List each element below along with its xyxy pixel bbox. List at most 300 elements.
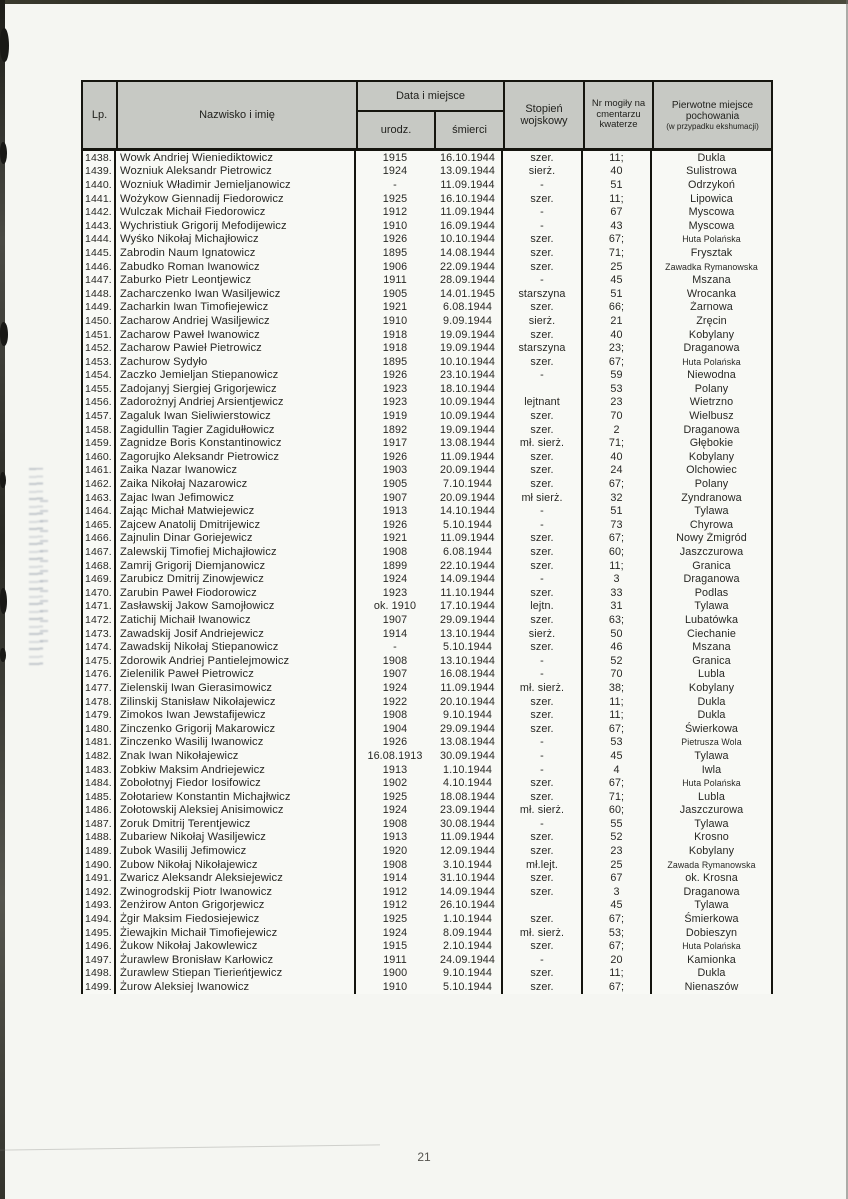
cell-rank: szer. [503, 776, 583, 790]
cell-name: Zamrij Grigorij Diemjanowicz [116, 559, 356, 573]
cell-death: 5.10.1944 [434, 640, 503, 654]
table-row [83, 939, 771, 953]
cell-death: 13.08.1944 [434, 436, 503, 450]
cell-death: 28.09.1944 [434, 273, 503, 287]
cell-birth: 1907 [382, 491, 408, 504]
cell-death: 20.10.1944 [434, 695, 503, 709]
cell-lp: 1468. [83, 559, 116, 573]
cell-rank: szer. [503, 586, 583, 600]
scan-edge-top [0, 0, 848, 4]
cell-lp: 1488. [83, 831, 116, 845]
cell-death: 14.08.1944 [434, 246, 503, 260]
cell-rank: mł. sierż. [503, 681, 583, 695]
cell-rank: mł.lejt. [503, 858, 583, 872]
cell-name: Zadorożnyj Andriej Arsientjewicz [116, 396, 356, 410]
cell-rank: sierż. [503, 627, 583, 641]
cell-name: Żurow Aleksiej Iwanowicz [116, 980, 356, 994]
cell-grave: 60; [583, 804, 652, 818]
cell-lp: 1467. [83, 545, 116, 559]
table-row [83, 423, 771, 437]
cell-birth: 1920 [382, 845, 408, 858]
cell-name: Wozniuk Aleksandr Pietrowicz [116, 165, 356, 179]
header-original-burial-place [652, 82, 771, 148]
table-row [83, 681, 771, 695]
cell-birth: 1921 [382, 532, 408, 545]
cell-lp: 1475. [83, 654, 116, 668]
table-row [83, 871, 771, 885]
cell-birth: 1914 [382, 627, 408, 640]
cell-rank: szer. [503, 151, 583, 165]
cell-grave: 25 [583, 260, 652, 274]
cell-lp: 1496. [83, 939, 116, 953]
cell-rank: - [503, 219, 583, 233]
cell-birth: 1923 [382, 586, 408, 599]
cell-death: 29.09.1944 [434, 722, 503, 736]
cell-grave: 52 [583, 831, 652, 845]
cell-death: 1.10.1944 [434, 912, 503, 926]
cell-rank: mł. sierż. [503, 436, 583, 450]
cell-birth: 1911 [383, 953, 407, 966]
cell-name: Zubow Nikołaj Nikołajewicz [116, 858, 356, 872]
table-body [81, 151, 773, 994]
cell-place: Tylawa [694, 505, 729, 518]
cell-lp: 1479. [83, 708, 116, 722]
cell-name: Zimokos Iwan Jewstafijewicz [116, 708, 356, 722]
cell-lp: 1448. [83, 287, 116, 301]
cell-grave: 50 [583, 627, 652, 641]
table-row [83, 273, 771, 287]
cell-rank: szer. [503, 545, 583, 559]
cell-place: Huta Polańska [682, 356, 741, 367]
cell-rank: - [503, 205, 583, 219]
table-row [83, 477, 771, 491]
cell-birth: 1917 [382, 437, 408, 450]
cell-birth: 1908 [382, 817, 408, 830]
table-row [83, 205, 771, 219]
cell-lp: 1498. [83, 967, 116, 981]
cell-rank: mł. sierż. [503, 804, 583, 818]
cell-grave: 45 [583, 273, 652, 287]
cell-lp: 1443. [83, 219, 116, 233]
cell-birth: 1910 [382, 219, 408, 232]
cell-rank: szer. [503, 423, 583, 437]
table-row [83, 763, 771, 777]
cell-rank: - [503, 749, 583, 763]
cell-rank: - [503, 178, 583, 192]
cell-name: Zacharczenko Iwan Wasiljewicz [116, 287, 356, 301]
cell-place: Draganowa [683, 573, 740, 586]
cell-death: 13.10.1944 [434, 627, 503, 641]
cell-birth: 1903 [382, 464, 408, 477]
cell-death: 26.10.1944 [434, 899, 503, 913]
cell-birth: 1923 [382, 396, 408, 409]
cell-birth: 1922 [382, 695, 408, 708]
table-row [83, 246, 771, 260]
cell-grave: 70 [583, 409, 652, 423]
cell-death: 20.09.1944 [434, 491, 503, 505]
cell-name: Zaika Nazar Iwanowicz [116, 464, 356, 478]
cell-name: Wożykow Giennadij Fiedorowicz [116, 192, 356, 206]
cell-birth: 1918 [382, 328, 408, 341]
table-row [83, 858, 771, 872]
cell-rank: szer. [503, 559, 583, 573]
cell-place: Granica [692, 559, 731, 572]
cell-death: 23.10.1944 [434, 369, 503, 383]
cell-place: Draganowa [683, 423, 740, 436]
cell-place: Kobylany [688, 681, 735, 694]
cell-grave: 21 [583, 314, 652, 328]
cell-place: Krosno [694, 831, 729, 844]
header-death-date: śmierci [434, 112, 503, 148]
table-row [83, 668, 771, 682]
cell-lp: 1478. [83, 695, 116, 709]
cell-rank: szer. [503, 464, 583, 478]
cell-lp: 1461. [83, 464, 116, 478]
cell-lp: 1465. [83, 518, 116, 532]
table-row [83, 450, 771, 464]
cell-death: 20.09.1944 [434, 464, 503, 478]
cell-lp: 1469. [83, 572, 116, 586]
header-original-burial-place-note: (w przypadku ekshumacji) [666, 121, 759, 131]
cell-lp: 1487. [83, 817, 116, 831]
cell-place: Iwla [701, 763, 722, 776]
table-row [83, 396, 771, 410]
cell-birth: 1912 [382, 899, 408, 912]
cell-birth: 1926 [382, 518, 408, 531]
cell-grave: 63; [583, 613, 652, 627]
cell-grave: 40 [583, 450, 652, 464]
cell-grave: 67 [583, 205, 652, 219]
cell-place: Żarnowa [690, 301, 733, 314]
cell-lp: 1440. [83, 178, 116, 192]
cell-grave: 67; [583, 939, 652, 953]
cell-place: Kamionka [687, 953, 736, 966]
cell-name: Żurawlew Bronisław Karłowicz [116, 953, 356, 967]
cell-death: 14.09.1944 [434, 572, 503, 586]
cell-place: Wrocanka [686, 287, 737, 300]
cell-birth: 1924 [382, 804, 408, 817]
cell-death: 23.09.1944 [434, 804, 503, 818]
cell-rank: lejtn. [503, 600, 583, 614]
cell-name: Zacharow Andriej Wasiljewicz [116, 314, 356, 328]
cell-place: Tylawa [694, 817, 729, 830]
cell-birth: 1904 [382, 722, 408, 735]
cell-name: Zubok Wasilij Jefimowicz [116, 844, 356, 858]
table-header [81, 80, 773, 151]
table-row [83, 464, 771, 478]
cell-lp: 1482. [83, 749, 116, 763]
table-row [83, 695, 771, 709]
cell-death: 11.09.1944 [434, 178, 503, 192]
cell-grave: 67; [583, 355, 652, 369]
table-row [83, 260, 771, 274]
table-row [83, 776, 771, 790]
cell-death: 6.08.1944 [434, 545, 503, 559]
cell-lp: 1499. [83, 980, 116, 994]
cell-death: 31.10.1944 [434, 871, 503, 885]
header-original-burial-place-main: Pierwotne miejsce pochowania [671, 99, 754, 122]
cell-rank: szer. [503, 301, 583, 315]
cell-name: Żurawlew Stiepan Tierieńtjewicz [116, 967, 356, 981]
cell-birth: 1895 [382, 355, 408, 368]
table-row [83, 559, 771, 573]
table-row [83, 287, 771, 301]
cell-grave: 11; [583, 192, 652, 206]
cell-death: 19.09.1944 [434, 328, 503, 342]
cell-place: Niewodna [687, 369, 736, 382]
cell-name: Żiewajkin Michaił Timofiejewicz [116, 926, 356, 940]
cell-lp: 1452. [83, 341, 116, 355]
table-row [83, 436, 771, 450]
cell-place: Zręcin [696, 314, 727, 327]
cell-birth: 1921 [382, 301, 408, 314]
cell-lp: 1477. [83, 681, 116, 695]
cell-place: Świerkowa [684, 722, 739, 735]
cell-name: Wyśko Nikołaj Michajłowicz [116, 233, 356, 247]
cell-place: Myscowa [688, 219, 735, 232]
cell-grave: 4 [583, 763, 652, 777]
cell-birth: 1908 [382, 709, 408, 722]
table-row [83, 341, 771, 355]
cell-death: 14.09.1944 [434, 885, 503, 899]
cell-rank: starszyna [503, 341, 583, 355]
cell-place: Lubla [698, 668, 725, 681]
cell-death: 5.10.1944 [434, 980, 503, 994]
cell-name: Zacharow Paweł Iwanowicz [116, 328, 356, 342]
table-row [83, 532, 771, 546]
cell-rank: - [503, 572, 583, 586]
cell-death: 22.10.1944 [434, 559, 503, 573]
cell-place: Śmierkowa [684, 913, 739, 926]
cell-birth: 1913 [382, 505, 408, 518]
cell-lp: 1486. [83, 804, 116, 818]
cell-death: 30.09.1944 [434, 749, 503, 763]
cell-grave: 67; [583, 477, 652, 491]
cell-name: Zagnidze Boris Konstantinowicz [116, 436, 356, 450]
cell-birth: 1912 [382, 885, 408, 898]
cell-grave: 32 [583, 491, 652, 505]
cell-death: 10.10.1944 [434, 233, 503, 247]
cell-death: 10.10.1944 [434, 355, 503, 369]
cell-lp: 1439. [83, 165, 116, 179]
table-row [83, 192, 771, 206]
cell-birth: 1924 [382, 926, 408, 939]
cell-death: 19.09.1944 [434, 423, 503, 437]
cell-name: Zinczenko Grigorij Makarowicz [116, 722, 356, 736]
cell-rank [503, 899, 583, 913]
cell-birth: 1926 [382, 369, 408, 382]
cell-death: 24.09.1944 [434, 953, 503, 967]
cell-place: Wietrzno [689, 396, 734, 409]
cell-birth: 1926 [382, 450, 408, 463]
cell-name: Zadojanyj Siergiej Grigorjewicz [116, 382, 356, 396]
cell-rank: szer. [503, 233, 583, 247]
cell-rank: szer. [503, 613, 583, 627]
table-row [83, 518, 771, 532]
cell-death: 16.10.1944 [434, 192, 503, 206]
cell-rank: szer. [503, 939, 583, 953]
cell-lp: 1441. [83, 192, 116, 206]
cell-lp: 1446. [83, 260, 116, 274]
cell-name: Zwinogrodskij Piotr Iwanowicz [116, 885, 356, 899]
cell-grave: 11; [583, 559, 652, 573]
cell-death: 11.09.1944 [434, 205, 503, 219]
cell-birth: 1911 [383, 274, 407, 287]
cell-grave: 38; [583, 681, 652, 695]
cell-name: Żukow Nikołaj Jakowlewicz [116, 939, 356, 953]
cell-death: 14.10.1944 [434, 504, 503, 518]
cell-name: Zachurow Sydyło [116, 355, 356, 369]
table-row [83, 817, 771, 831]
table-row [83, 844, 771, 858]
cell-lp: 1470. [83, 586, 116, 600]
cell-rank: - [503, 654, 583, 668]
table-row [83, 899, 771, 913]
cell-death: 1.10.1944 [434, 763, 503, 777]
cell-place: Zawadka Rymanowska [665, 261, 758, 272]
cell-name: Zabudko Roman Iwanowicz [116, 260, 356, 274]
cell-place: Nowy Żmigród [676, 532, 747, 545]
cell-death: 16.08.1944 [434, 668, 503, 682]
cell-grave: 67 [583, 871, 652, 885]
cell-rank: - [503, 504, 583, 518]
cell-rank: szer. [503, 355, 583, 369]
cell-grave: 24 [583, 464, 652, 478]
cell-birth: 1892 [382, 423, 408, 436]
cell-death: 10.09.1944 [434, 409, 503, 423]
cell-birth: - [393, 178, 397, 191]
cell-lp: 1453. [83, 355, 116, 369]
cell-place: Lubla [698, 790, 725, 803]
cell-grave: 53; [583, 926, 652, 940]
cell-death: 16.10.1944 [434, 151, 503, 165]
table-row [83, 409, 771, 423]
table-row [83, 967, 771, 981]
cell-grave: 60; [583, 545, 652, 559]
cell-name: Zacharkin Iwan Timofiejewicz [116, 301, 356, 315]
cell-place: Huta Polańska [682, 941, 741, 952]
page-number: 21 [417, 1150, 431, 1164]
cell-name: Zacharow Pawieł Pietrowicz [116, 341, 356, 355]
cell-rank: szer. [503, 192, 583, 206]
table-row [83, 545, 771, 559]
cell-grave: 51 [583, 504, 652, 518]
table-row [83, 654, 771, 668]
scan-blot [0, 648, 6, 662]
cell-death: 19.09.1944 [434, 341, 503, 355]
cell-name: Zarubicz Dmitrij Zinowjewicz [116, 572, 356, 586]
cell-death: 11.09.1944 [434, 831, 503, 845]
table-row [83, 178, 771, 192]
cell-rank: - [503, 668, 583, 682]
cell-birth: 1925 [382, 790, 408, 803]
cell-lp: 1483. [83, 763, 116, 777]
cell-name: Wozniuk Władimir Jemieljanowicz [116, 178, 356, 192]
cell-place: Wielbusz [689, 410, 734, 423]
table-row [83, 953, 771, 967]
cell-place: Huta Polańska [682, 778, 741, 789]
cell-place: Dukla [697, 151, 726, 164]
cell-place: Draganowa [683, 885, 740, 898]
cell-grave: 71; [583, 790, 652, 804]
cell-grave: 51 [583, 178, 652, 192]
cell-grave: 33 [583, 586, 652, 600]
cell-place: Frysztak [690, 246, 733, 259]
cell-lp: 1473. [83, 627, 116, 641]
cell-rank: sierż. [503, 314, 583, 328]
cell-birth: 1908 [382, 546, 408, 559]
table-row [83, 151, 771, 165]
cell-place: Zawada Rymanowska [667, 859, 756, 870]
cell-place: Myscowa [688, 206, 735, 219]
cell-name: Zobkiw Maksim Andriejewicz [116, 763, 356, 777]
cell-grave: 66; [583, 301, 652, 315]
cell-lp: 1480. [83, 722, 116, 736]
cell-lp: 1458. [83, 423, 116, 437]
cell-place: Mszana [692, 641, 731, 654]
cell-name: Wulczak Michaił Fiedorowicz [116, 205, 356, 219]
cell-birth: 1919 [382, 410, 408, 423]
table-row [83, 600, 771, 614]
cell-grave: 71; [583, 246, 652, 260]
cell-death: 9.10.1944 [434, 967, 503, 981]
table-row [83, 233, 771, 247]
margin-handwriting-artifact [40, 500, 48, 650]
cell-name: Zasławskij Jakow Samojłowicz [116, 600, 356, 614]
cell-death: 4.10.1944 [434, 776, 503, 790]
cell-place: Głębokie [689, 437, 734, 450]
cell-birth: 1914 [382, 872, 408, 885]
cell-grave: 40 [583, 328, 652, 342]
cell-name: Zajcew Anatolij Dmitrijewicz [116, 518, 356, 532]
cell-rank: starszyna [503, 287, 583, 301]
cell-place: Chyrowa [689, 518, 734, 531]
cell-lp: 1444. [83, 233, 116, 247]
cell-lp: 1457. [83, 409, 116, 423]
cell-place: Nienaszów [684, 981, 739, 994]
cell-name: Zielenskij Iwan Gierasimowicz [116, 681, 356, 695]
table-row [83, 722, 771, 736]
cell-name: Zdorowik Andriej Pantielejmowicz [116, 654, 356, 668]
cell-rank: szer. [503, 246, 583, 260]
cell-birth: 1905 [382, 287, 408, 300]
cell-name: Zaika Nikołaj Nazarowicz [116, 477, 356, 491]
cell-place: Polany [694, 382, 729, 395]
cell-birth: 1895 [382, 246, 408, 259]
cell-death: 8.09.1944 [434, 926, 503, 940]
cell-death: 12.09.1944 [434, 844, 503, 858]
cell-grave: 46 [583, 640, 652, 654]
cell-name: Zinczenko Wasilij Iwanowicz [116, 736, 356, 750]
cell-birth: 1912 [382, 206, 408, 219]
cell-name: Zaczko Jemieljan Stiepanowicz [116, 369, 356, 383]
cell-birth: ok. 1910 [373, 600, 417, 613]
cell-name: Zoruk Dmitrij Terentjewicz [116, 817, 356, 831]
cell-name: Zwaricz Aleksandr Aleksiejewicz [116, 871, 356, 885]
cell-grave: 73 [583, 518, 652, 532]
cell-rank: szer. [503, 844, 583, 858]
table-row [83, 627, 771, 641]
cell-grave: 3 [583, 885, 652, 899]
table-row [83, 749, 771, 763]
cell-lp: 1472. [83, 613, 116, 627]
cell-name: Zagaluk Iwan Sieliwierstowicz [116, 409, 356, 423]
cell-place: Zyndranowa [681, 491, 742, 504]
cell-grave: 23 [583, 396, 652, 410]
cell-rank: lejtnant [503, 396, 583, 410]
cell-death: 14.01.1945 [434, 287, 503, 301]
cell-name: Wowk Andriej Wieniediktowicz [116, 151, 356, 165]
